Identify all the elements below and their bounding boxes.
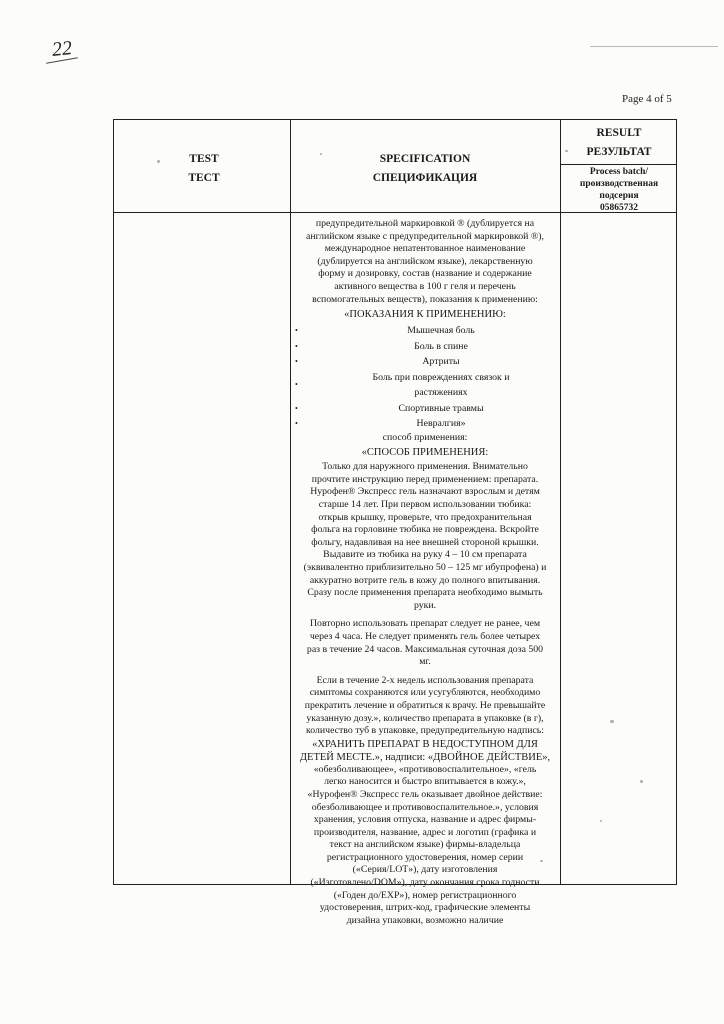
para4-line: производителя, название, адрес и логотип (графика и	[313, 826, 537, 838]
specification-text	[295, 218, 555, 927]
batch-label-en: Process batch/	[589, 167, 649, 177]
result-column-header	[562, 124, 676, 162]
para3-line: количество туб в упаковке, предупредительную надпись:	[305, 725, 544, 737]
method-label: способ применения:	[382, 431, 468, 443]
para1-line: старше 14 лет. При первом использовании тюбика:	[318, 499, 532, 511]
para1-line: Нурофен® Экспресс гель назначают взрослым и детям	[310, 486, 540, 498]
column-divider-test	[290, 120, 291, 884]
indication-label: Невралгия»	[416, 418, 466, 430]
intro-line: международное непатентованное наименование	[324, 243, 526, 255]
bullet-icon: •	[295, 357, 298, 367]
para1-line: фольгу, надавливая на нее внешней стороной крышки.	[311, 536, 539, 548]
indication-label: Боль при повреждениях связок и растяжениях	[372, 371, 510, 399]
bullet-icon: •	[295, 419, 298, 429]
indications-list	[295, 323, 555, 432]
result-header-ru: РЕЗУЛЬТАТ	[586, 146, 652, 158]
indication-item	[295, 354, 555, 370]
usage-paragraph	[295, 461, 555, 612]
indications-heading: «ПОКАЗАНИЯ К ПРИМЕНЕНИЮ:	[344, 309, 506, 321]
para4-line: регистрационного удостоверения, номер серии	[326, 851, 524, 863]
bullet-icon: •	[295, 380, 298, 390]
handwritten-page-number: 22	[50, 37, 74, 61]
indication-item	[295, 370, 555, 401]
result-header-en: RESULT	[596, 127, 642, 139]
para4-line: хранения, условия отпуска, название и адрес фирмы-	[313, 814, 537, 826]
para3-line: симптомы сохраняются или усугубляются, необходимо	[309, 687, 541, 699]
para1-line: Только для наружного применения. Внимательно	[322, 461, 528, 473]
para2-line: мг.	[419, 656, 431, 668]
indication-item	[295, 401, 555, 417]
indication-label: Артриты	[422, 356, 460, 368]
para4-line: дизайна упаковки, возможно наличие	[346, 914, 504, 926]
indication-label: Спортивные травмы	[398, 402, 484, 414]
test-column-header	[154, 150, 254, 188]
warning-line-2: ДЕТЕЙ МЕСТЕ.», надписи: «ДВОЙНОЕ ДЕЙСТВИЕ»,	[299, 751, 551, 763]
intro-line: предупредительной маркировкой ® (дублируется на	[315, 218, 535, 229]
column-divider-result	[560, 120, 561, 884]
para3-line: Если в течение 2-х недель использования препарата	[316, 674, 534, 686]
para3-line: указанную дозу.», количество препарата в упаковке (в г),	[306, 712, 544, 724]
spec-column-header	[294, 150, 556, 188]
result-header-divider	[560, 164, 676, 165]
para4-line: («Изготовлено/DOM»), дату окончания срока годности	[310, 877, 540, 889]
warning-paragraph	[295, 675, 555, 738]
test-header-ru: ТЕСТ	[188, 172, 220, 184]
para1-line: фольга на горловине тюбика не повреждена. Вскройте	[311, 524, 539, 536]
intro-line: (дублируется на английском языке), лекарственную	[317, 255, 533, 267]
para1-line: Выдавите из тюбика на руку 4 – 10 см препарата	[323, 549, 527, 561]
indication-item	[295, 323, 555, 339]
intro-line: форму и дозировку, состав (название и содержание	[318, 268, 532, 280]
para4-line: текст на английском языке) фирмы-владельца	[329, 839, 521, 851]
para1-line: аккуратно вотрите гель в кожу до полного впитывания.	[309, 574, 541, 586]
method-heading: «СПОСОБ ПРИМЕНЕНИЯ:	[361, 447, 489, 459]
para1-line: прочтите инструкцию перед применением: препарата.	[311, 473, 539, 485]
spec-header-ru: СПЕЦИФИКАЦИЯ	[372, 172, 478, 184]
intro-paragraph	[295, 218, 555, 306]
para4-line: «обезболивающее», «противовоспалительное», «гель	[313, 763, 537, 775]
para4-line: «Нурофен® Экспресс гель оказывает двойное действие:	[307, 788, 543, 800]
para3-line: прекратить лечение и обратиться к врачу. Не превышайте	[304, 699, 546, 711]
para4-line: легко наносится и быстро впитывается в кожу.»,	[324, 776, 526, 788]
bullet-icon: •	[295, 341, 298, 351]
batch-number: 05865732	[600, 203, 638, 213]
batch-info	[562, 166, 676, 214]
spec-header-en: SPECIFICATION	[379, 153, 471, 165]
para1-line: открыв крышку, проверьте, что предохранительная	[318, 511, 532, 523]
labeling-paragraph	[295, 764, 555, 928]
bullet-icon: •	[295, 326, 298, 336]
para4-line: («Серия/LOT»), дату изготовления	[352, 864, 498, 876]
indication-label: Боль в спине	[414, 340, 468, 352]
indication-label: Мышечная боль	[407, 325, 475, 337]
batch-label-ru-2: подсерия	[599, 191, 639, 201]
warning-line-1: «ХРАНИТЬ ПРЕПАРАТ В НЕДОСТУПНОМ ДЛЯ	[312, 738, 538, 750]
para4-line: удостоверения, штрих-код, графические элементы	[319, 902, 531, 914]
para2-line: через 4 часа. Не следует применять гель более четырех	[309, 630, 541, 642]
indication-item	[295, 339, 555, 355]
top-rule	[590, 46, 718, 47]
indication-item	[295, 416, 555, 432]
page-label: Page 4 of 5	[622, 93, 672, 105]
batch-label-ru-1: производственная	[579, 179, 659, 189]
para2-line: раз в течение 24 часов. Максимальная суточная доза 500	[306, 643, 544, 655]
repeat-use-paragraph	[295, 618, 555, 668]
para1-line: руки.	[413, 599, 437, 611]
para1-line: Сразу после применения препарата необходимо вымыть	[307, 587, 543, 599]
intro-line: вспомогательных веществ), показания к применению:	[312, 293, 538, 305]
para4-line: («Годен до/EXP»), номер регистрационного	[333, 889, 517, 901]
test-header-en: TEST	[189, 153, 219, 165]
para2-line: Повторно использовать препарат следует не ранее, чем	[309, 618, 541, 630]
bullet-icon: •	[295, 403, 298, 413]
intro-line: английском языке с предупредительной маркировкой ®),	[306, 230, 544, 242]
para4-line: обезболивающее и противовоспалительное.», условия	[311, 801, 539, 813]
para1-line: (эквивалентно приблизительно 50 – 125 мг ибупрофена) и	[303, 562, 547, 573]
intro-line: активного вещества в 100 г геля и перечень	[334, 280, 516, 292]
spec-table	[113, 119, 677, 926]
